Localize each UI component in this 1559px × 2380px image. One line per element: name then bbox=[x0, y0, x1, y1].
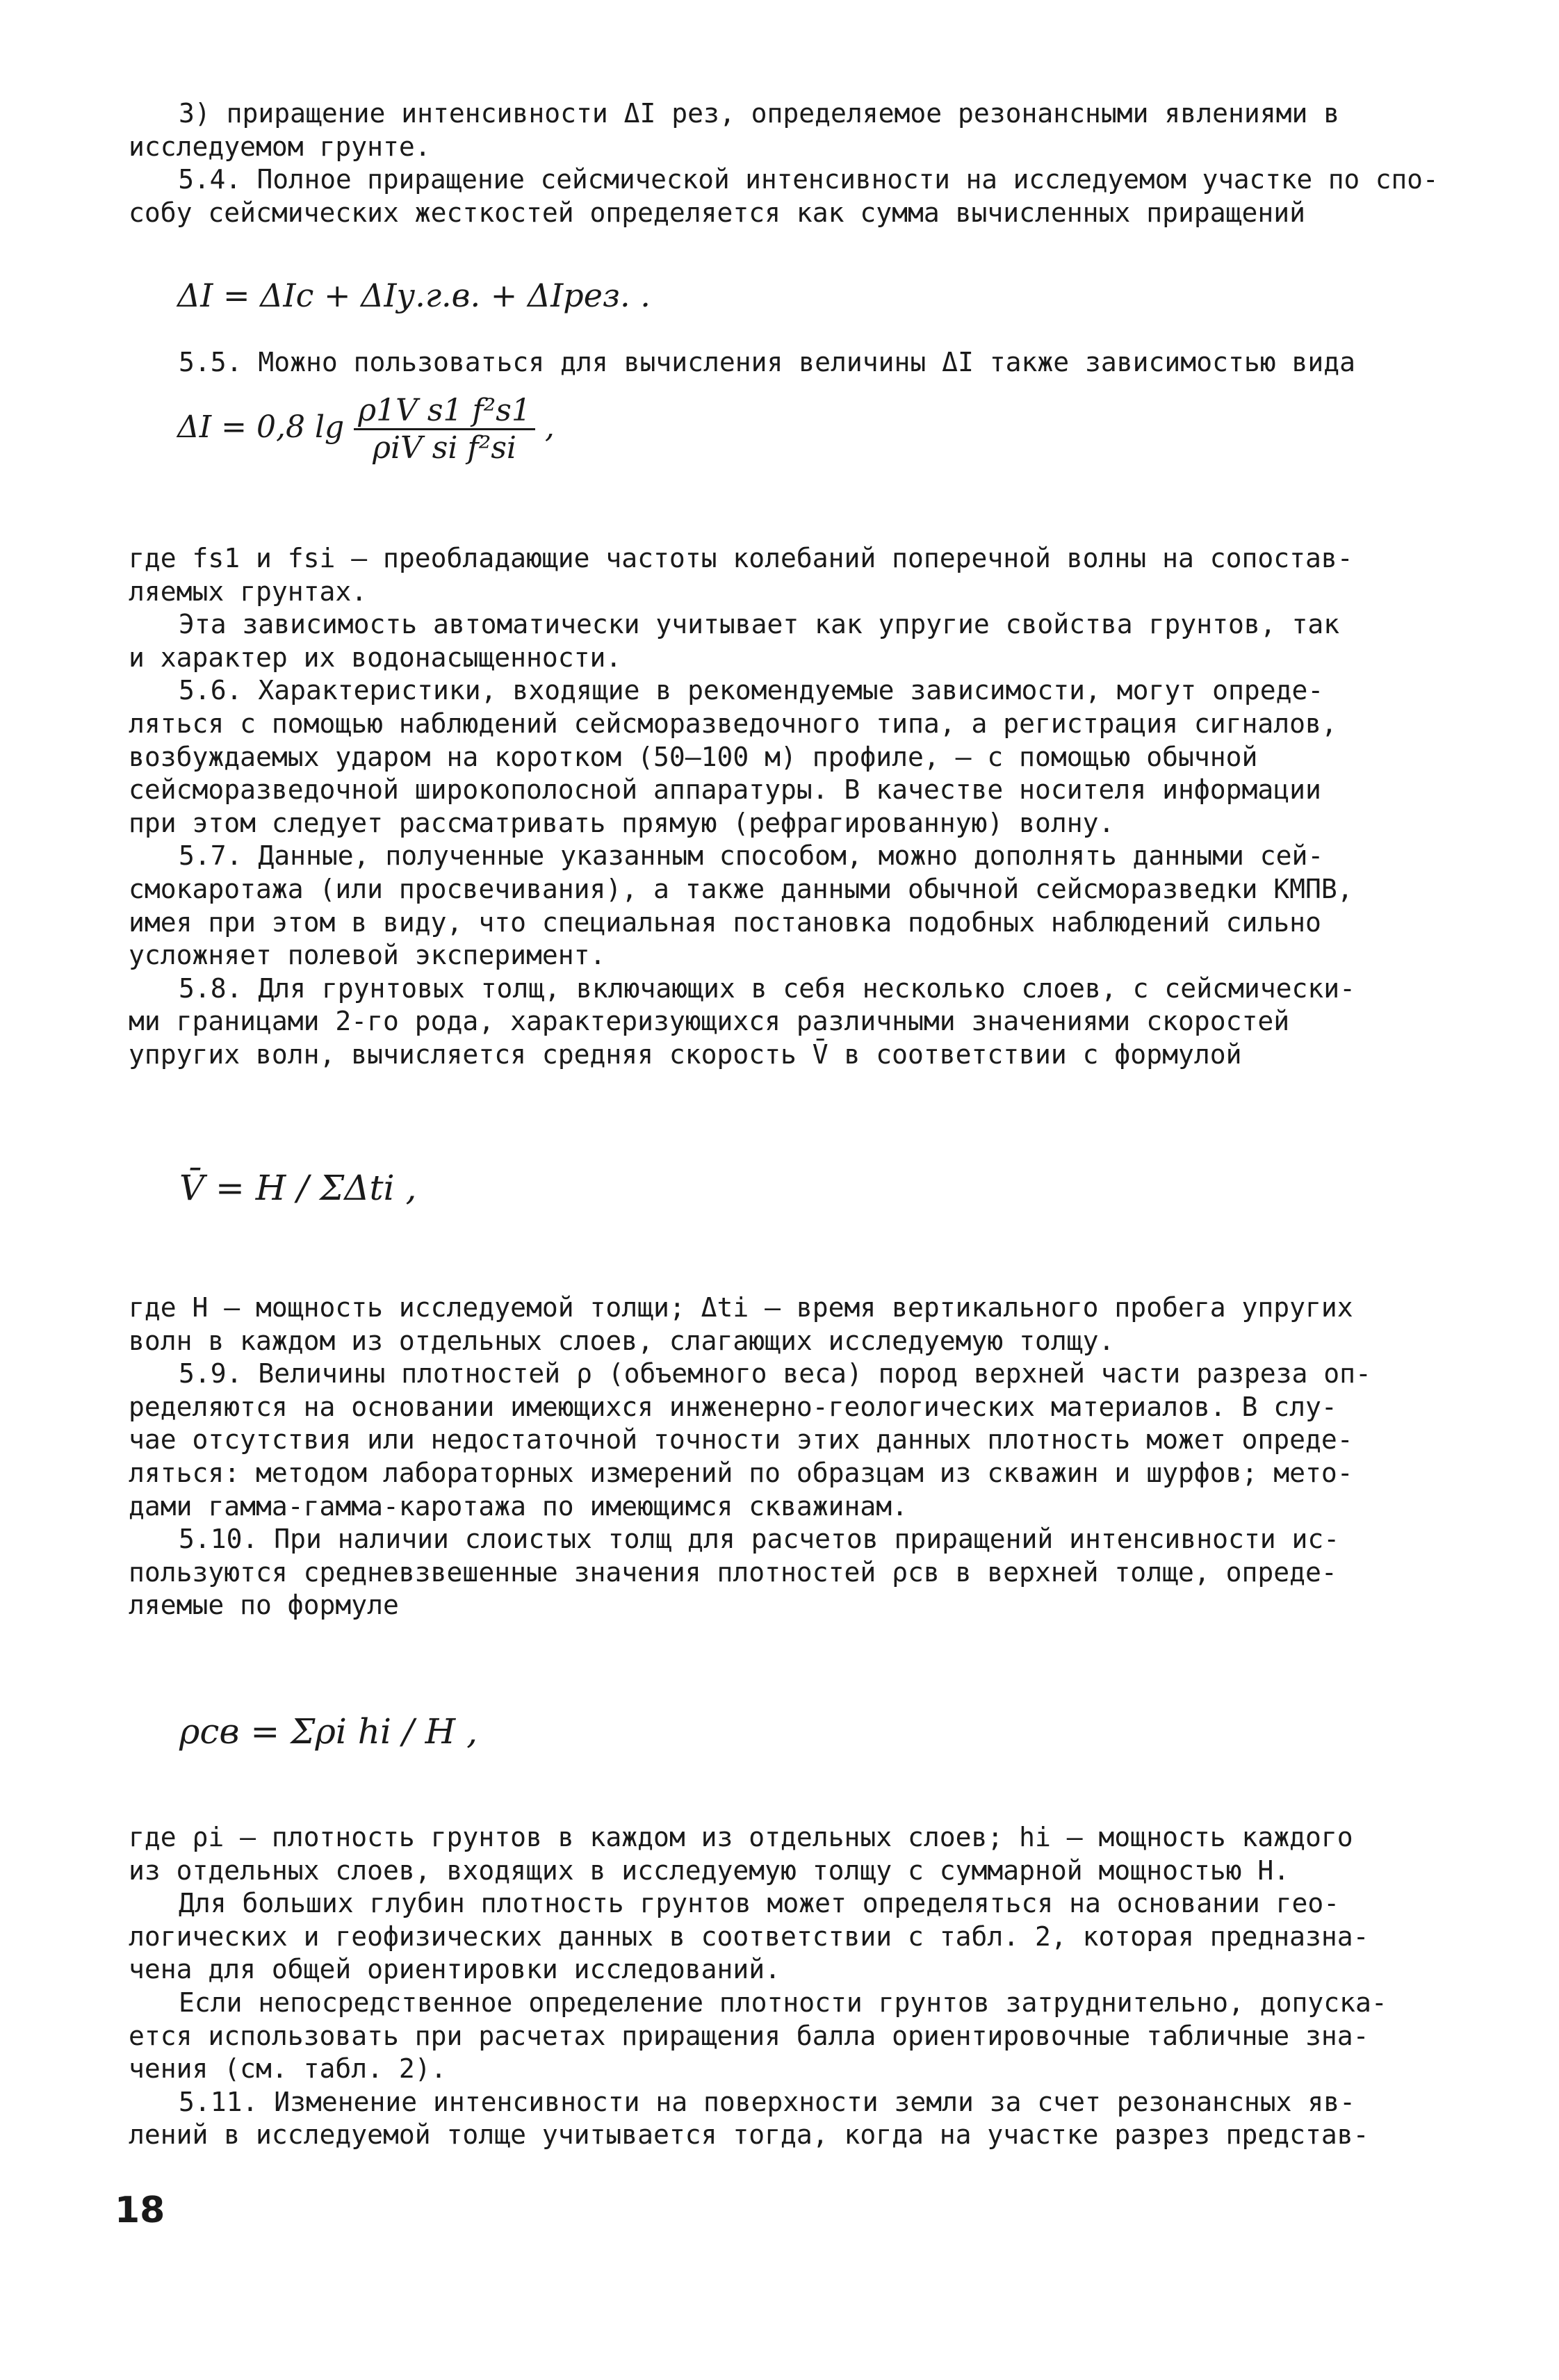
text-line: имея при этом в виду, что специальная постановка подобных наблюдений сильно bbox=[129, 906, 1321, 938]
formula-lhs: ΔI = 0,8 lg bbox=[177, 409, 345, 445]
text-line: Для больших глубин плотность грунтов может определяться на основании гео- bbox=[179, 1888, 1340, 1919]
text-line: ми границами 2-го рода, характеризующихся различными значениями скоростей bbox=[129, 1006, 1290, 1037]
text-line: Эта зависимость автоматически учитывает как упругие свойства грунтов, так bbox=[179, 609, 1340, 640]
text-line: 5.4. Полное приращение сейсмической интенсивности на исследуемом участке по спо- bbox=[178, 164, 1439, 195]
formula-denominator: ρiV si f²si bbox=[373, 430, 516, 466]
text-line: собу сейсмических жесткостей определяется как сумма вычисленных приращений bbox=[129, 197, 1305, 228]
formula-mean-velocity: V̄ = H / ΣΔti , bbox=[179, 1168, 417, 1208]
text-line: пользуются средневзвешенные значения плотностей ρсв в верхней толще, опреде- bbox=[129, 1556, 1337, 1588]
text-line: упругих волн, вычисляется средняя скорость V̄ в соответствии с формулой bbox=[129, 1038, 1242, 1070]
formula-tail: , bbox=[544, 409, 555, 445]
text-line: 5.10. При наличии слоистых толщ для расчетов приращений интенсивности ис- bbox=[179, 1524, 1340, 1555]
text-line: чения (см. табл. 2). bbox=[129, 2053, 447, 2085]
text-line: лений в исследуемой толще учитывается тогда, когда на участке разрез представ- bbox=[129, 2119, 1369, 2151]
formula-delta-i-log bbox=[177, 393, 555, 466]
text-line: ется использовать при расчетах приращения балла ориентировочные табличные зна- bbox=[129, 2020, 1369, 2051]
text-line: усложняет полевой эксперимент. bbox=[129, 940, 606, 971]
paragraph-5-5 bbox=[129, 346, 1439, 380]
text-line: исследуемом грунте. bbox=[129, 131, 431, 162]
text-line: ляться с помощью наблюдений сейсморазведочного типа, а регистрация сигналов, bbox=[129, 708, 1337, 739]
text-line: 5.7. Данные, полученные указанным способом, можно дополнять данными сей- bbox=[179, 840, 1324, 872]
text-line: логических и геофизических данных в соответствии с табл. 2, которая предназна- bbox=[129, 1921, 1369, 1952]
text-line: при этом следует рассматривать прямую (рефрагированную) волну. bbox=[129, 807, 1115, 838]
text-line: 5.6. Характеристики, входящие в рекомендуемые зависимости, могут опреде- bbox=[179, 675, 1324, 706]
text-line: дами гамма-гамма-каротажа по имеющимся скважинам. bbox=[129, 1490, 908, 1522]
text-line: чена для общей ориентировки исследований. bbox=[129, 1954, 781, 1985]
text-line: сейсморазведочной широкополосной аппаратуры. В качестве носителя информации bbox=[129, 774, 1321, 806]
formula-fraction bbox=[354, 393, 535, 466]
text-line: 5.9. Величины плотностей ρ (объемного веса) пород верхней части разреза оп- bbox=[179, 1358, 1371, 1389]
page-number: 18 bbox=[115, 2190, 165, 2231]
paragraph-block-a bbox=[129, 97, 1439, 229]
formula-numerator: ρ1V s1 f²s1 bbox=[354, 393, 535, 430]
paragraph-block-c bbox=[129, 1291, 1439, 1622]
formula-weighted-density: ρсв = Σρi hi / H , bbox=[179, 1711, 478, 1752]
text-line: ляться: методом лабораторных измерений по образцам из скважин и шурфов; мето- bbox=[129, 1457, 1353, 1488]
text-line: 5.8. Для грунтовых толщ, включающих в себя несколько слоев, с сейсмически- bbox=[179, 972, 1355, 1004]
text-line: где fs1 и fsi – преобладающие частоты колебаний поперечной волны на сопостав- bbox=[129, 543, 1353, 573]
paragraph-block-d bbox=[129, 1821, 1439, 2152]
formula-delta-i-sum: ΔI = ΔIc + ΔIу.г.в. + ΔIрез. . bbox=[177, 277, 651, 314]
text-line: 5.11. Изменение интенсивности на поверхности земли за счет резонансных яв- bbox=[179, 2086, 1355, 2117]
text-line: ляемые по формуле bbox=[129, 1590, 399, 1621]
text-line: волн в каждом из отдельных слоев, слагающих исследуемую толщу. bbox=[129, 1325, 1115, 1356]
text-line: и характер их водонасыщенности. bbox=[129, 642, 622, 673]
text-line: Если непосредственное определение плотности грунтов затруднительно, допуска- bbox=[179, 1987, 1387, 2018]
text-line: из отдельных слоев, входящих в исследуемую толщу с суммарной мощностью H. bbox=[129, 1855, 1290, 1886]
text-line: 3) приращение интенсивности ΔI рез, определяемое резонансными явлениями в bbox=[179, 98, 1340, 129]
text-line: 5.5. Можно пользоваться для вычисления величины ΔI также зависимостью вида bbox=[179, 347, 1355, 377]
text-line: ределяются на основании имеющихся инженерно-геологических материалов. В слу- bbox=[129, 1391, 1337, 1422]
text-line: где ρi – плотность грунтов в каждом из отдельных слоев; hi – мощность каждого bbox=[129, 1822, 1353, 1852]
text-line: где H – мощность исследуемой толщи; Δti – время вертикального пробега упругих bbox=[129, 1292, 1353, 1323]
text-line: возбуждаемых ударом на коротком (50–100 м) профиле, – с помощью обычной bbox=[129, 741, 1258, 772]
text-line: смокаротажа (или просвечивания), а также данными обычной сейсморазведки КМПВ, bbox=[129, 873, 1353, 904]
paragraph-block-b bbox=[129, 542, 1439, 1072]
text-line: ляемых грунтах. bbox=[129, 576, 368, 607]
text-line: чае отсутствия или недостаточной точности этих данных плотность может опреде- bbox=[129, 1424, 1353, 1456]
